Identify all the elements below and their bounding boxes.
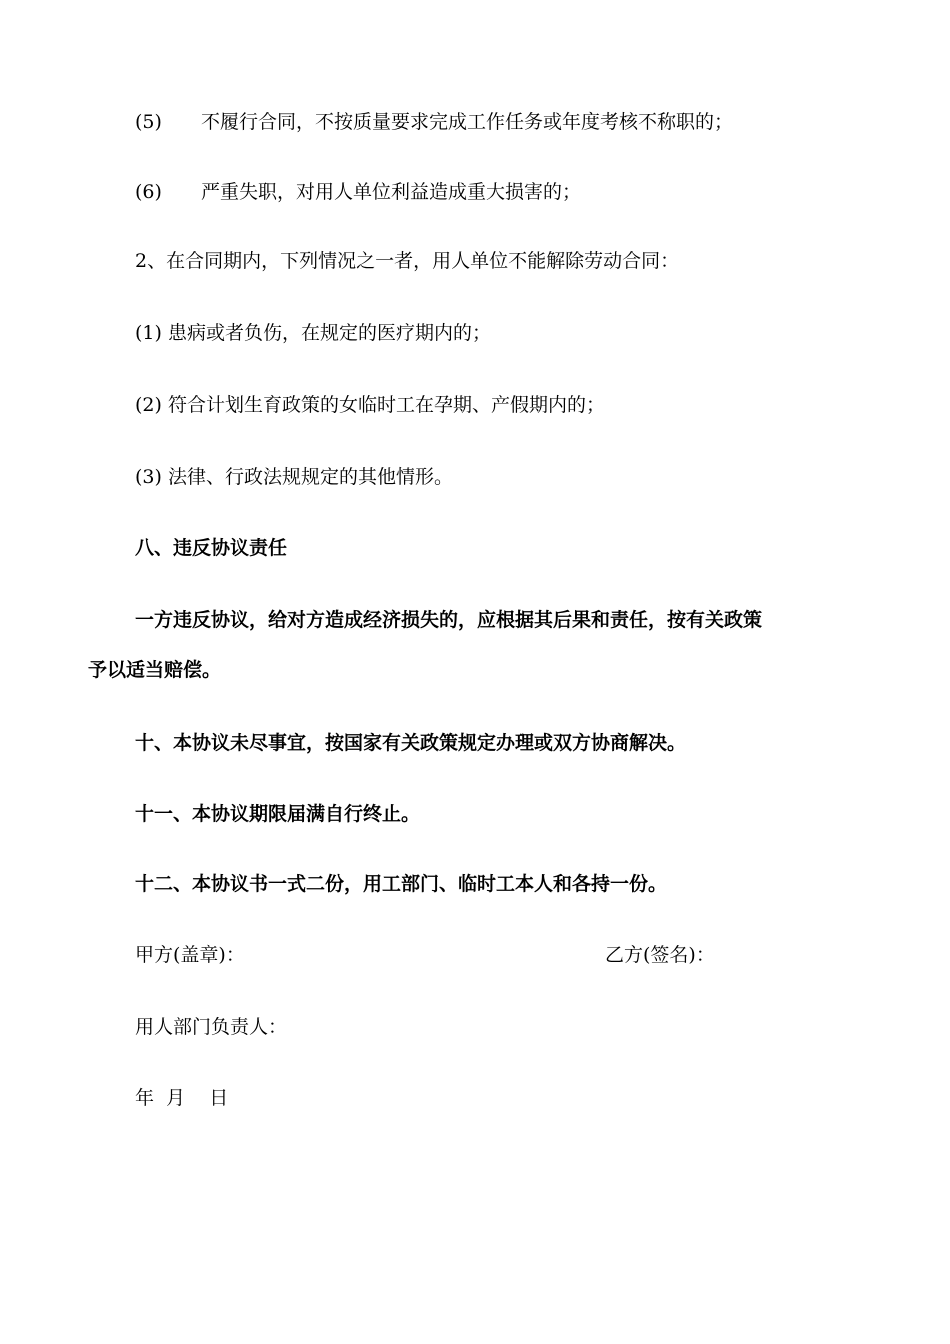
section-8-body-line2: 予以适当赔偿。 [88,659,222,681]
section-12: 十二、本协议书一式二份，用工部门、临时工本人和各持一份。 [135,873,668,895]
list-number: (5) [135,111,162,133]
sub-item-2: (2) 符合计划生育政策的女临时工在孕期、产假期内的； [135,394,605,416]
section-8-title: 八、违反协议责任 [135,537,288,559]
department-head-label: 用人部门负责人： [135,1016,288,1038]
section-11: 十一、本协议期限届满自行终止。 [135,803,421,825]
list-number: (6) [135,181,162,203]
list-item-6 [135,180,581,204]
sub-item-3: (3) 法律、行政法规规定的其他情形。 [135,466,453,488]
section-8-body-line1: 一方违反协议，给对方造成经济损失的，应根据其后果和责任，按有关政策 [135,609,763,631]
sub-item-1: (1) 患病或者负伤，在规定的医疗期内的； [135,322,491,344]
list-text: 严重失职，对用人单位利益造成重大损害的； [201,181,582,203]
party-b-signature-label: 乙方(签名)： [605,944,715,966]
list-text: 不履行合同，不按质量要求完成工作任务或年度考核不称职的； [201,111,734,133]
party-a-signature-label: 甲方(盖章)： [135,944,245,966]
clause-2: 2、在合同期内，下列情况之一者，用人单位不能解除劳动合同： [135,250,680,272]
date-label: 年 月 日 [135,1087,229,1109]
section-10: 十、本协议未尽事宜，按国家有关政策规定办理或双方协商解决。 [135,732,687,754]
list-item-5 [135,110,733,134]
